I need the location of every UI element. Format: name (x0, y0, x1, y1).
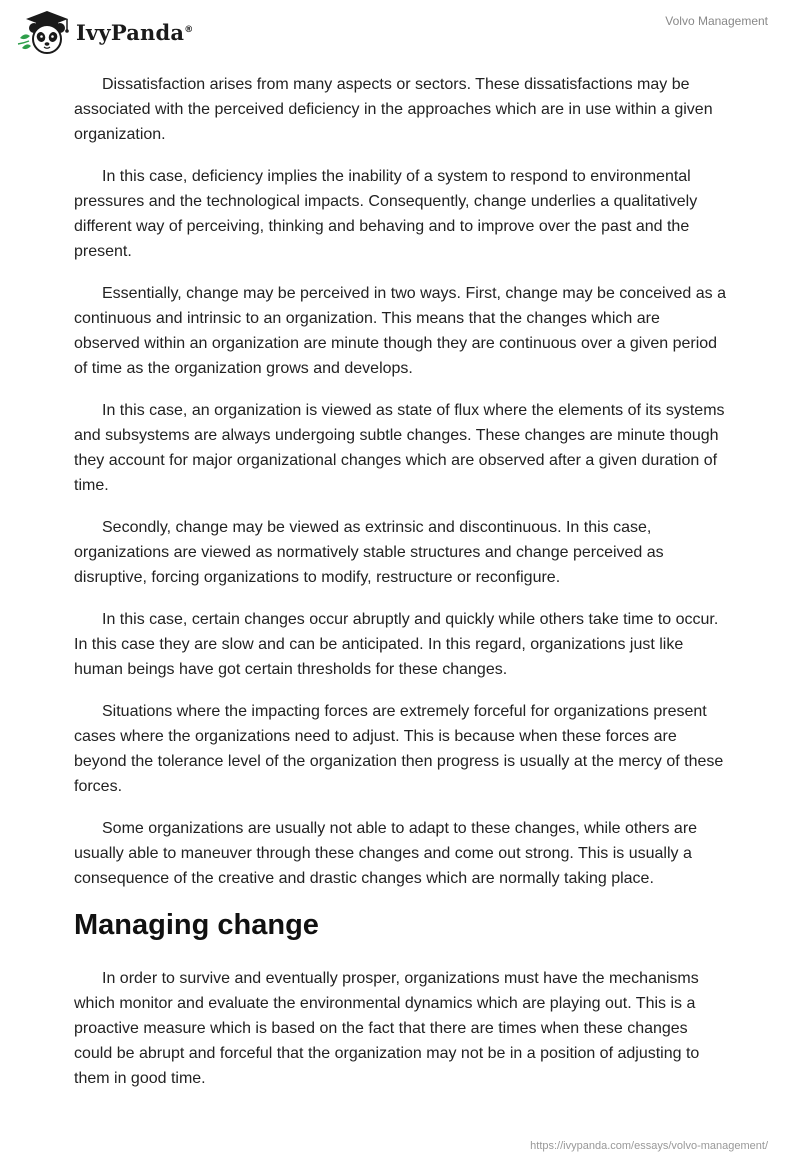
section-heading: Managing change (74, 909, 319, 941)
document-title: Volvo Management (665, 14, 768, 28)
paragraph: In this case, certain changes occur abruptly and quickly while others take time to occur. In this case they are slow and can be anticipated. In this regard, organizations just like human beings have got certain thresholds for these changes. (74, 611, 719, 678)
paragraph: Dissatisfaction arises from many aspects or sectors. These dissatisfactions may be associated with the perceived deficiency in the approaches which are in use within a given organization. (74, 76, 713, 143)
panda-graduate-icon (16, 8, 74, 56)
paragraph: In order to survive and eventually prosper, organizations must have the mechanisms which monitor and evaluate the environmental dynamics which are playing out. This is a proactive measure which is based on the fact that there are times when these changes could be abrupt and forceful that the organization may not be in a position of adjusting to them in good time. (74, 970, 700, 1087)
paragraph: Secondly, change may be viewed as extrinsic and discontinuous. In this case, organizations are viewed as normatively stable structures and change perceived as disruptive, forcing organizations to modify, restructure or reconfigure. (74, 519, 664, 586)
brand-name: IvyPanda® (76, 19, 194, 45)
paragraph: In this case, deficiency implies the inability of a system to respond to environmental pressures and the technological impacts. Consequently, change underlies a qualitatively different way of perceiving, thinking and behaving and to improve over the past and the present. (74, 168, 698, 260)
registered-mark: ® (184, 24, 194, 35)
ivypanda-logo[interactable] (16, 8, 193, 56)
source-url[interactable]: https://ivypanda.com/essays/volvo-management/ (530, 1140, 768, 1152)
paragraph: In this case, an organization is viewed as state of flux where the elements of its systems and subsystems are always undergoing subtle changes. These changes are minute though they account for major organizational changes which are observed after a given duration of time. (74, 402, 725, 494)
article-body (74, 72, 726, 1108)
page-header (0, 0, 800, 60)
paragraph: Some organizations are usually not able to adapt to these changes, while others are usually able to maneuver through these changes and come out strong. This is usually a consequence of the creative and drastic changes which are normally taking place. (74, 820, 698, 887)
paragraph: Essentially, change may be perceived in two ways. First, change may be conceived as a continuous and intrinsic to an organization. This means that the changes which are observed within an organization are minute though they are continuous over a given period of time as the organization grows and develops. (74, 285, 727, 377)
paragraph: Situations where the impacting forces are extremely forceful for organizations present cases where the organizations need to adjust. This is because when these forces are beyond the tolerance level of the organization then progress is usually at the mercy of these forces. (74, 703, 724, 795)
